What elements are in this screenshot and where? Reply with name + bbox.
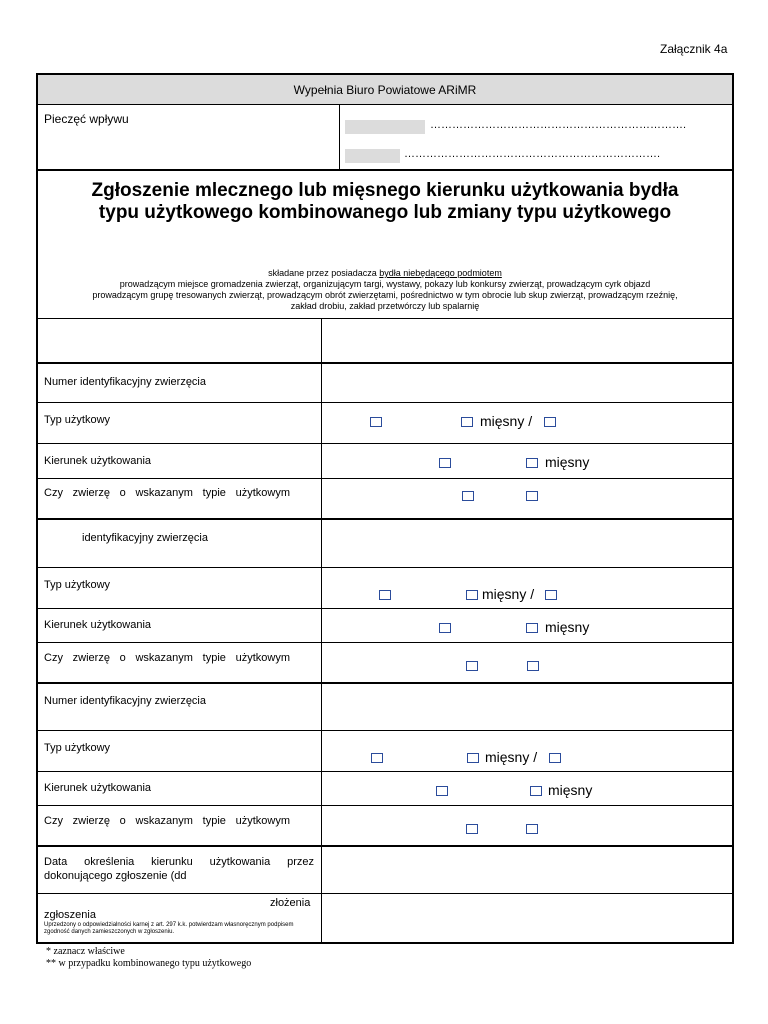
block-divider: [38, 518, 732, 520]
row-line: [38, 402, 732, 403]
row-line: [38, 478, 732, 479]
stamp-dots-2: …………………………………………………………….: [404, 148, 661, 160]
type-option-3-checkbox[interactable]: [544, 417, 556, 427]
column-divider: [321, 520, 322, 682]
question-yes-checkbox[interactable]: [462, 491, 474, 501]
row-line: [38, 567, 732, 568]
type-option-meat-label: mięsny /: [482, 586, 535, 602]
subtitle-line-1: składane przez posiadacza bydła niebędącego podmiotem: [268, 268, 502, 278]
type-option-2-checkbox[interactable]: [466, 590, 478, 600]
date-label-line-1: Data określenia kierunku użytkowania przez: [44, 856, 314, 868]
question-no-checkbox[interactable]: [526, 491, 538, 501]
direction-option-meat-label: mięsny: [545, 619, 590, 635]
row-line: [38, 771, 732, 772]
stamp-gray-field-2: [345, 149, 400, 163]
signature-disclaimer: [44, 922, 318, 936]
date-label-line-2: dokonującego zgłoszenie (dd: [44, 870, 187, 882]
question-label: Czy zwierzę o wskazanym typie użytkowym: [44, 652, 290, 664]
question-yes-checkbox[interactable]: [466, 824, 478, 834]
title-line-2: typu użytkowego kombinowanego lub zmiany typu użytkowego: [98, 202, 672, 223]
direction-option-meat-label: mięsny: [548, 782, 593, 798]
question-yes-checkbox[interactable]: [466, 661, 478, 671]
animal-id-label: Numer identyfikacyjny zwierzęcia: [44, 376, 206, 388]
annex-label: Załącznik 4a: [660, 42, 728, 56]
type-option-1-checkbox[interactable]: [371, 753, 383, 763]
stamp-divider: [339, 105, 340, 171]
type-option-3-checkbox[interactable]: [549, 753, 561, 763]
direction-option-1-checkbox[interactable]: [439, 458, 451, 468]
direction-option-1-checkbox[interactable]: [439, 623, 451, 633]
stamp-label: Pieczęć wpływu: [44, 112, 129, 126]
signature-label-left: zgłoszenia: [44, 909, 96, 921]
stamp-dots-1: …………………………………………………………….: [430, 119, 687, 131]
column-divider: [321, 847, 322, 942]
subtitle-line-4: zakład drobiu, zakład przetwórczy lub spalarnię: [290, 301, 480, 311]
disclaimer-line-2: zgodność danych zamieszczonych w zgłoszeniu.: [44, 929, 175, 935]
type-option-1-checkbox[interactable]: [379, 590, 391, 600]
row-line: [38, 730, 732, 731]
row-line: [38, 642, 732, 643]
empty-row-divider: [321, 318, 322, 362]
usage-direction-label: Kierunek użytkowania: [44, 782, 152, 794]
usage-direction-label: Kierunek użytkowania: [44, 455, 152, 467]
question-no-checkbox[interactable]: [526, 824, 538, 834]
stamp-gray-field-1: [345, 120, 425, 134]
direction-option-2-checkbox[interactable]: [526, 458, 538, 468]
block-divider: [38, 845, 732, 847]
row-line: [38, 805, 732, 806]
direction-option-2-checkbox[interactable]: [530, 786, 542, 796]
type-option-meat-label: mięsny /: [485, 749, 538, 765]
type-option-meat-label: mięsny /: [480, 413, 533, 429]
question-label: Czy zwierzę o wskazanym typie użytkowym: [44, 815, 290, 827]
type-option-3-checkbox[interactable]: [545, 590, 557, 600]
direction-option-2-checkbox[interactable]: [526, 623, 538, 633]
question-label: Czy zwierzę o wskazanym typie użytkowym: [44, 487, 290, 499]
block-divider: [38, 682, 732, 684]
office-header: Wypełnia Biuro Powiatowe ARiMR: [38, 75, 732, 105]
type-option-1-checkbox[interactable]: [370, 417, 382, 427]
usage-type-label: Typ użytkowy: [44, 414, 111, 426]
type-option-2-checkbox[interactable]: [461, 417, 473, 427]
animal-id-label: Numer identyfikacyjny zwierzęcia: [44, 695, 206, 707]
row-line: [38, 443, 732, 444]
subtitle-line-3: prowadzącym grupę tresowanych zwierząt, prowadzącym obrót zwierzętami, pośrednictwo w tym obrocie lub skup zwierząt, prowadzącym rzeźnię,: [92, 290, 678, 300]
usage-direction-label: Kierunek użytkowania: [44, 619, 152, 631]
usage-type-label: Typ użytkowy: [44, 579, 111, 591]
row-line: [38, 608, 732, 609]
question-no-checkbox[interactable]: [527, 661, 539, 671]
row-line: [38, 893, 732, 894]
subtitle-line-2: prowadzącym miejsce gromadzenia zwierząt, organizującym targi, wystawy, pokazy lub konkursy zwierząt, prowadzącym cyrk objazd: [119, 279, 651, 289]
title-line-1: Zgłoszenie mlecznego lub mięsnego kierunku użytkowania bydła: [91, 180, 679, 201]
subtitle-divider: [38, 318, 732, 319]
usage-type-label: Typ użytkowy: [44, 742, 111, 754]
form-subtitle: [40, 268, 730, 312]
column-divider: [321, 364, 322, 518]
disclaimer-line-1: Uprzedzony o odpowiedzialności karnej z art. 297 k.k. potwierdzam własnoręcznym podpisem: [44, 922, 294, 928]
signature-label-right: złożenia: [270, 897, 311, 909]
form-title: [40, 180, 730, 224]
direction-option-meat-label: mięsny: [545, 454, 590, 470]
block-divider: [38, 362, 732, 364]
column-divider: [321, 684, 322, 845]
animal-id-label: identyfikacyjny zwierzęcia: [82, 532, 208, 544]
direction-option-1-checkbox[interactable]: [436, 786, 448, 796]
type-option-2-checkbox[interactable]: [467, 753, 479, 763]
footnote-1: * zaznacz właściwe: [46, 946, 125, 957]
footnote-2: ** w przypadku kombinowanego typu użytkowego: [46, 958, 252, 969]
